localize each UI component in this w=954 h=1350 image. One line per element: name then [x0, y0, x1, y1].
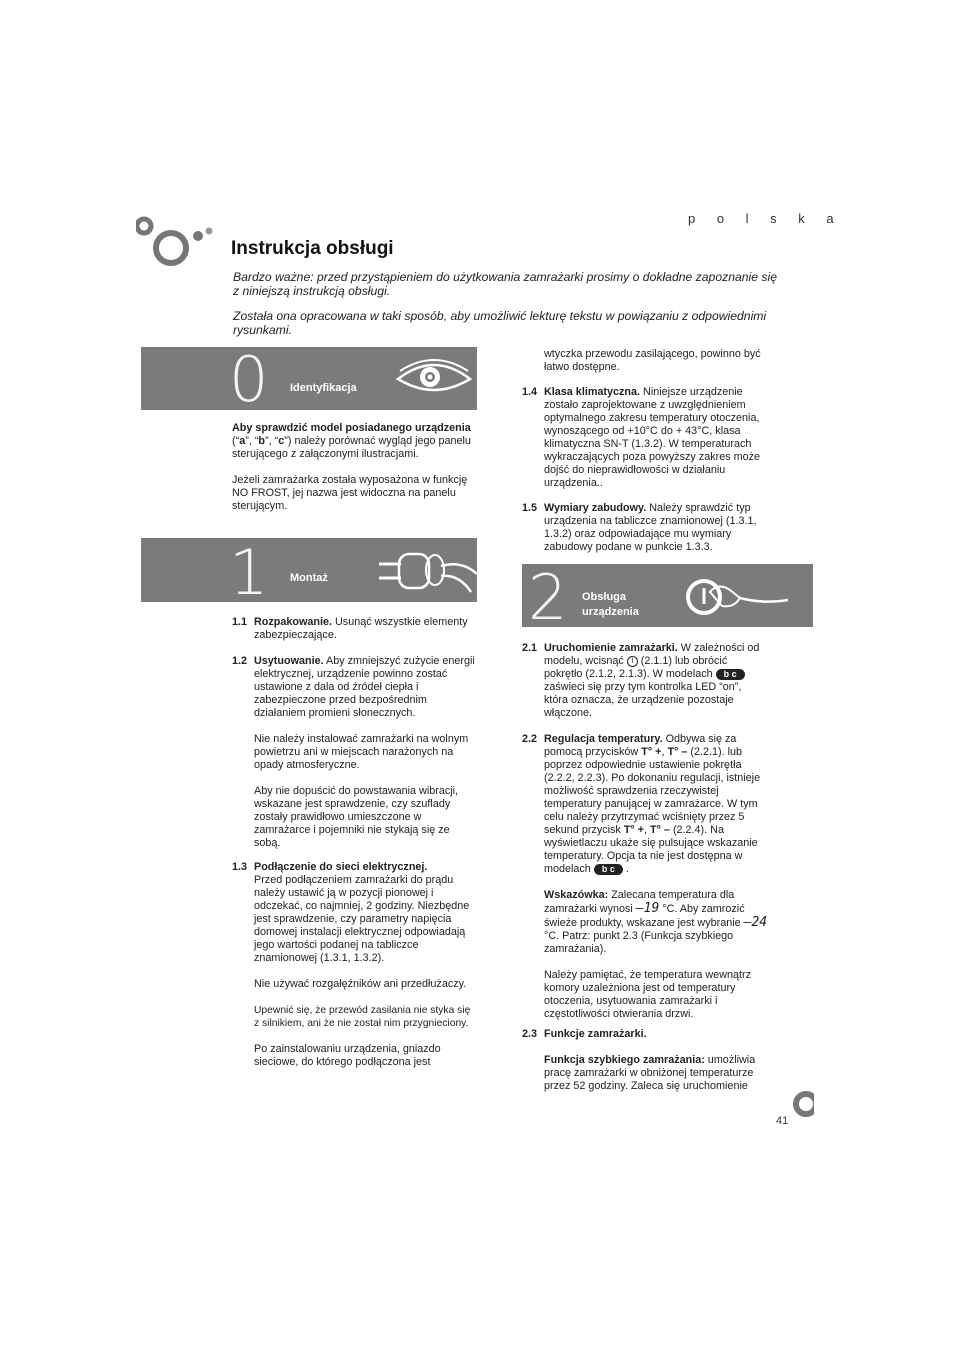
item-text: Nie używać rozgałęźników ani przedłużaczy.	[254, 978, 467, 990]
label-line: Obsługa	[582, 591, 627, 603]
item-heading: Uruchomienie zamrażarki.	[544, 642, 678, 654]
power-button-symbol: I	[627, 656, 638, 667]
item-number: 1.5	[522, 502, 538, 514]
item-number: 1.2	[232, 655, 248, 667]
note-paragraph: Należy pamiętać, że temperatura wewnątrz komory uzależniona jest od temperatury otoczenia, usytuowania zamrażarki i częstotliwości otwierania drzwi.	[544, 969, 752, 1020]
item-text: Po zainstalowaniu urządzenia, gniazdo sieciowe, do którego podłączona jest	[254, 1043, 441, 1068]
model-b: b	[258, 435, 266, 447]
text-fragment: Odbywa się za pomocą przycisków	[544, 733, 737, 758]
hint-heading: Wskazówka:	[544, 889, 609, 901]
item-text: Aby nie dopuścić do powstawania wibracji, wskazane jest sprawdzenie, czy szuflady zostały prawidłowo umieszczone w zamrażarce i pojemniki nie stykają się ze sobą.	[254, 785, 459, 849]
temp-minus-button-symbol: T° –	[650, 824, 670, 836]
item-text: Przed podłączeniem zamrażarki do prądu należy ustawić ją w pozycji pionowej i odczekać, co najmniej, 2 godziny. Niezbędne jest sprawdzenie, czy parametry napięcia domowej instalacji elektrycznej odpowiadają jego wartości podanej na tabliczce znamionowej (1.3.1, 1.3.2).	[254, 874, 470, 964]
item-heading: Funkcje zamrażarki.	[544, 1028, 647, 1040]
intro-paragraph-1: Bardzo ważne: przed przystąpieniem do użytkowania zamrażarki prosimy o dokładne zapoznanie się z niniejszą instrukcją obsługi.	[233, 270, 777, 298]
hint-paragraph	[544, 889, 770, 956]
section-1-header	[141, 536, 477, 609]
label-line: urządzenia	[582, 606, 639, 618]
section-number: 0	[229, 343, 269, 416]
text-fragment: °C. Patrz: punkt 2.3 (Funkcja szybkiego zamrażania).	[544, 930, 734, 955]
text-fragment: ”) należy porównać wygląd jego panelu sterującego z załączonymi ilustracjami.	[232, 435, 471, 460]
text-fragment: (2.1.1) lub obrócić pokrętło (2.1.2, 2.1.3). W modelach	[544, 655, 728, 680]
page-number: 41	[776, 1115, 789, 1127]
intro-paragraph-2: Została ona opracowana w taki sposób, aby umożliwić lekturę tekstu w powiązaniu z odpowiednimi rysunkami.	[233, 309, 767, 337]
text-fragment: ”, “	[265, 435, 279, 447]
item-text	[544, 733, 770, 876]
temp-minus-button-symbol: T° –	[667, 746, 688, 758]
item-text	[544, 502, 772, 554]
item-text: Upewnić się, że przewód zasilania nie styka się z silnikiem, ani że nie został nim przygnieciony.	[254, 1005, 471, 1029]
identify-paragraph	[232, 422, 472, 461]
eye-icon	[394, 355, 474, 401]
text-fragment: umożliwia pracę zamrażarki w obniżonej temperaturze przez 52 godziny. Zaleca się uruchomienie	[544, 1054, 756, 1092]
item-heading-line	[544, 1028, 770, 1041]
item-number: 1.4	[522, 386, 538, 398]
nofrost-paragraph: Jeżeli zamrażarka została wyposażona w funkcję NO FROST, jej nazwa jest widoczna na panelu sterującym.	[232, 474, 468, 512]
text-fragment: ,	[644, 824, 651, 836]
brand-logo-icon	[136, 210, 216, 272]
item-heading: Podłączenie do sieci elektrycznej.	[254, 861, 428, 873]
item-heading: Klasa klimatyczna.	[544, 386, 641, 398]
text-fragment: (2.2.1). lub poprzez odpowiednie ustawienie pokrętła (2.2.2, 2.2.3). Po dokonaniu regulacji, istnieje możliwość sprawdzenia rzeczywistej temperatury panującej w zamrażarce. W tym celu należy przytrzymać wciśnięty przez 5 sekund przycisk	[544, 746, 761, 836]
text-fragment: ,	[661, 746, 668, 758]
item-number: 2.2	[522, 733, 538, 745]
page-title: Instrukcja obsługi	[231, 238, 394, 259]
item-number: 2.1	[522, 642, 538, 654]
item-text	[544, 642, 768, 720]
page-corner-decoration-icon	[792, 1090, 814, 1118]
function-heading: Funkcja szybkiego zamrażania:	[544, 1054, 705, 1066]
item-heading: Rozpakowanie.	[254, 616, 332, 628]
text-fragment: °C. Aby zamrozić świeże produkty, wskazane jest wybranie	[544, 903, 745, 929]
section-number: 1	[229, 536, 269, 609]
continuation-text: wtyczka przewodu zasilającego, powinno być łatwo dostępne.	[544, 348, 761, 373]
model-a: a	[239, 435, 246, 447]
item-number: 1.3	[232, 861, 248, 873]
item-text	[544, 1054, 770, 1093]
identify-bold: Aby sprawdzić model posiadanego urządzenia	[232, 422, 471, 434]
text-fragment: Należy sprawdzić typ urządzenia na tabliczce znamionowej (1.3.1, 1.3.2) oraz odpowiadające mu wymiary zabudowy podane w punkcie 1.3.3.	[544, 502, 757, 553]
text-fragment: Aby zmniejszyć zużycie energii elektrycznej, urządzenie powinno zostać ustawione z dala od źródeł ciepła i zabezpieczone przed bezpośrednim działaniem promieni słonecznych.	[254, 655, 475, 719]
text-fragment: Zalecana temperatura dla zamrażarki wynosi	[544, 889, 735, 915]
temp-plus-button-symbol: T° +	[623, 824, 645, 836]
language-label: p o l s k a	[688, 211, 843, 226]
model-badge: b c	[716, 669, 745, 680]
text-fragment: W zależności od modelu, wcisnąć	[544, 642, 760, 667]
text-fragment: (“	[232, 435, 240, 447]
section-label	[582, 590, 639, 620]
text-fragment: Usunąć wszystkie elementy zabezpieczające.	[254, 616, 468, 641]
item-number: 2.3	[522, 1028, 538, 1040]
item-text	[254, 616, 476, 642]
display-reading: –24	[743, 915, 768, 930]
section-2-header	[522, 561, 813, 634]
item-text	[544, 386, 770, 490]
column-2-top	[522, 348, 772, 553]
display-reading: –19	[635, 901, 660, 916]
item-heading-line	[254, 861, 478, 874]
model-c: c	[278, 435, 285, 447]
power-plug-icon	[377, 548, 477, 594]
item-heading: Regulacja temperatury.	[544, 733, 663, 745]
text-fragment: .	[622, 863, 629, 875]
temp-plus-button-symbol: T° +	[641, 746, 662, 758]
section-label: Identyfikacja	[290, 382, 357, 394]
item-text	[254, 655, 476, 720]
section-0-header	[141, 343, 477, 416]
section-label: Montaż	[290, 572, 328, 584]
model-badge: b c	[594, 864, 623, 875]
item-text: Nie należy instalować zamrażarki na wolnym powietrzu ani w miejscach narażonych na opady atmosferyczne.	[254, 733, 469, 771]
section-number: 2	[528, 561, 568, 634]
text-fragment: ”, “	[245, 435, 259, 447]
item-number: 1.1	[232, 616, 248, 628]
text-fragment: Niniejsze urządzenie zostało zaprojektowane z uwzględnieniem optymalnego zakresu temperatury otoczenia, wynoszącego od +10°C do + 43°C, klasa klimatyczna SN-T (1.3.2). W temperaturach wykraczających poza powyższy zakres może dojść do nieprawidłowości w działaniu urządzenia..	[544, 386, 761, 489]
section-0-body	[232, 422, 472, 513]
item-heading: Usytuowanie.	[254, 655, 324, 667]
text-fragment: (2.2.4). Na wyświetlaczu ukaże się pulsujące wskazanie temperatury. Opcja ta nie jest dostępna w modelach	[544, 824, 758, 875]
finger-press-button-icon	[682, 574, 812, 620]
item-heading: Wymiary zabudowy.	[544, 502, 647, 514]
text-fragment: zaświeci się przy tym kontrolka LED “on”, która oznacza, że urządzenie pozostaje włączone.	[544, 681, 742, 719]
